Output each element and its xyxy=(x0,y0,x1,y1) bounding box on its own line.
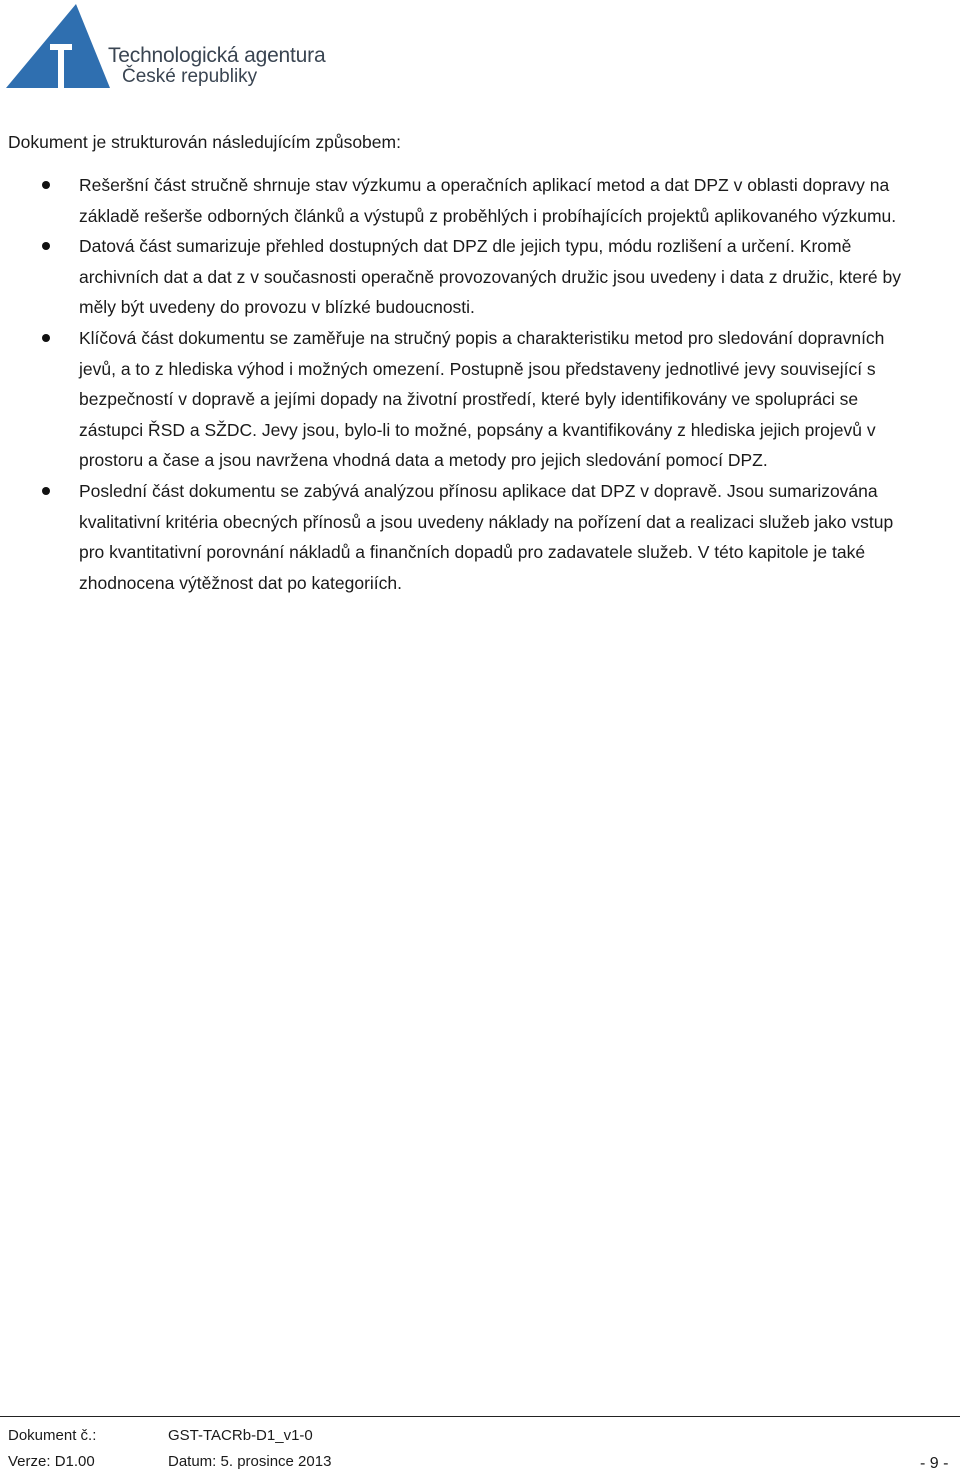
bullet-icon xyxy=(42,487,50,495)
bullet-icon xyxy=(42,242,50,250)
footer-document-number: GST-TACRb-D1_v1-0 xyxy=(168,1427,313,1444)
list-item-text: Poslední část dokumentu se zabývá analýzou přínosu aplikace dat DPZ v dopravě. Jsou sumarizována kvalitativní kritéria obecných přínosů a jsou uvedeny náklady na pořízení dat a realizaci služeb jako vstup pro kvantitativní porovnání nákladů a finančních dopadů pro zadavatele služeb. V této kapitole je také zhodnocena výtěžnost dat po kategoriích. xyxy=(79,480,894,593)
bullet-icon xyxy=(42,334,50,342)
footer-version: Verze: D1.00 xyxy=(8,1453,95,1470)
page-footer xyxy=(0,1416,960,1474)
list-item-text: Datová část sumarizuje přehled dostupných dat DPZ dle jejich typu, módu rozlišení a určení. Kromě archivních dat a dat z v současnosti operačně provozovaných družic jsou uvedeny i data z družic, které by měly být uvedeny do provozu v blízké budoucnosti. xyxy=(79,236,901,318)
footer-page-number: - 9 - xyxy=(920,1455,949,1472)
footer-date: Datum: 5. prosince 2013 xyxy=(168,1453,332,1470)
bullet-icon xyxy=(42,181,50,189)
bullet-list xyxy=(0,170,960,598)
list-item-text: Rešeršní část stručně shrnuje stav výzkumu a operačních aplikací metod a dat DPZ v oblasti dopravy na základě rešerše odborných článků a výstupů z proběhlých i probíhajících projektů aplikovaného výzkumu. xyxy=(79,175,897,226)
logo-triangle-icon xyxy=(6,4,116,94)
footer-document-label: Dokument č.: xyxy=(8,1427,97,1444)
list-item-text: Klíčová část dokumentu se zaměřuje na stručný popis a charakteristiku metod pro sledování dopravních jevů, a to z hlediska výhod i možných omezení. Postupně jsou představeny jednotlivé jevy související s bezpečností v dopravě a jejími dopady na životní prostředí, které byly identifikovány ve spolupráci se zástupci ŘSD a SŽDC. Jevy jsou, bylo-li to možné, popsány a kvantifikovány z hlediska jejich projevů v prostoru a čase a jsou navržena vhodná data a metody pro jejich sledování pomocí DPZ. xyxy=(79,327,885,471)
list-item xyxy=(0,231,960,323)
agency-logo xyxy=(6,4,326,94)
intro-text: Dokument je strukturován následujícím způsobem: xyxy=(8,132,401,152)
logo-text-line1: Technologická agentura xyxy=(108,44,326,67)
logo-text-line2: České republiky xyxy=(122,66,258,87)
list-item xyxy=(0,323,960,476)
list-item xyxy=(0,476,960,598)
list-item xyxy=(0,170,960,231)
